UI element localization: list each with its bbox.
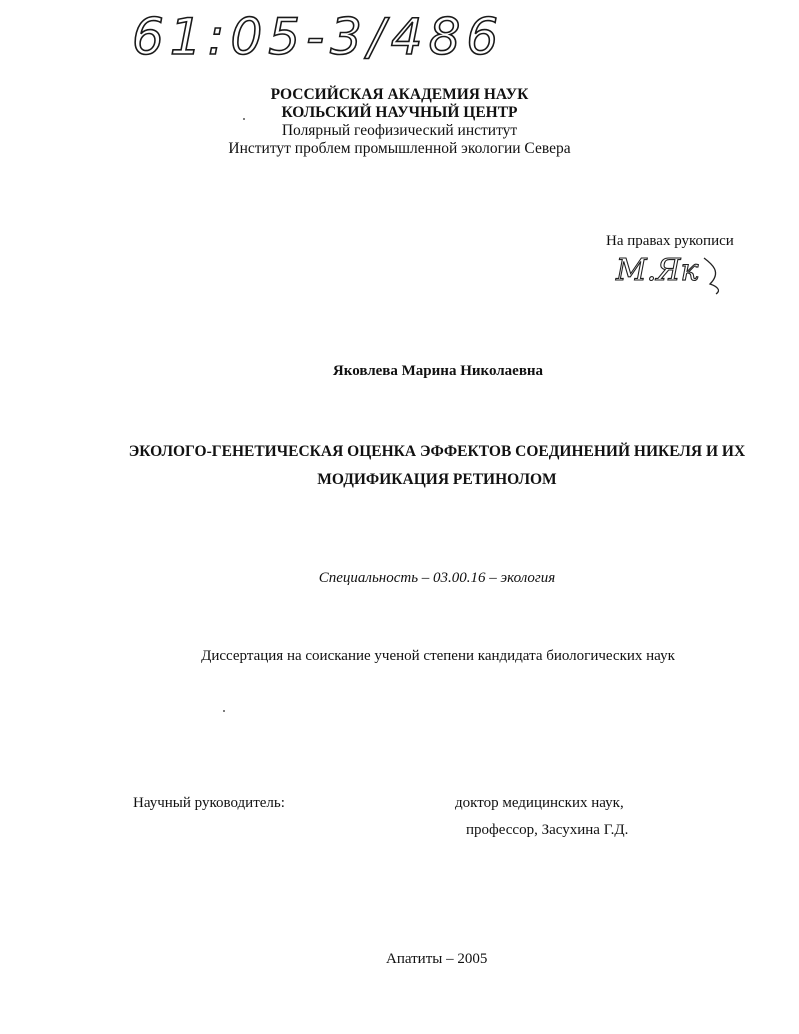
organization-header — [0, 86, 799, 158]
archive-code-text: 61:05-3/486 — [132, 8, 505, 66]
rights-note: На правах рукописи — [606, 233, 734, 249]
title-line-2: МОДИФИКАЦИЯ РЕТИНОЛОМ — [317, 471, 557, 488]
scientific-center-name: КОЛЬСКИЙ НАУЧНЫЙ ЦЕНТР — [281, 104, 518, 121]
supervisor-name: профессор, Засухина Г.Д. — [466, 822, 629, 838]
specialty: Специальность – 03.00.16 – экология — [318, 570, 556, 586]
handwritten-signature — [612, 250, 732, 296]
city-year: Апатиты – 2005 — [386, 951, 488, 967]
signature-text: М.Як — [616, 253, 699, 288]
handwritten-archive-code — [128, 0, 508, 72]
title-line-1: ЭКОЛОГО-ГЕНЕТИЧЕСКАЯ ОЦЕНКА ЭФФЕКТОВ СОЕДИНЕНИЙ НИКЕЛЯ И ИХ — [128, 443, 746, 460]
geophysical-institute-name: Полярный геофизический институт — [281, 122, 518, 139]
supervisor-label: Научный руководитель: — [133, 795, 285, 811]
scan-speck — [223, 710, 225, 712]
author-name: Яковлева Марина Николаевна — [332, 363, 544, 379]
dissertation-title — [60, 438, 799, 494]
supervisor-degree: доктор медицинских наук, — [455, 795, 624, 811]
ecology-institute-name: Институт проблем промышленной экологии Севера — [228, 140, 571, 157]
degree-statement: Диссертация на соискание ученой степени кандидата биологических наук — [201, 648, 675, 664]
academy-name: РОССИЙСКАЯ АКАДЕМИЯ НАУК — [270, 86, 529, 103]
scan-speck — [243, 118, 245, 120]
